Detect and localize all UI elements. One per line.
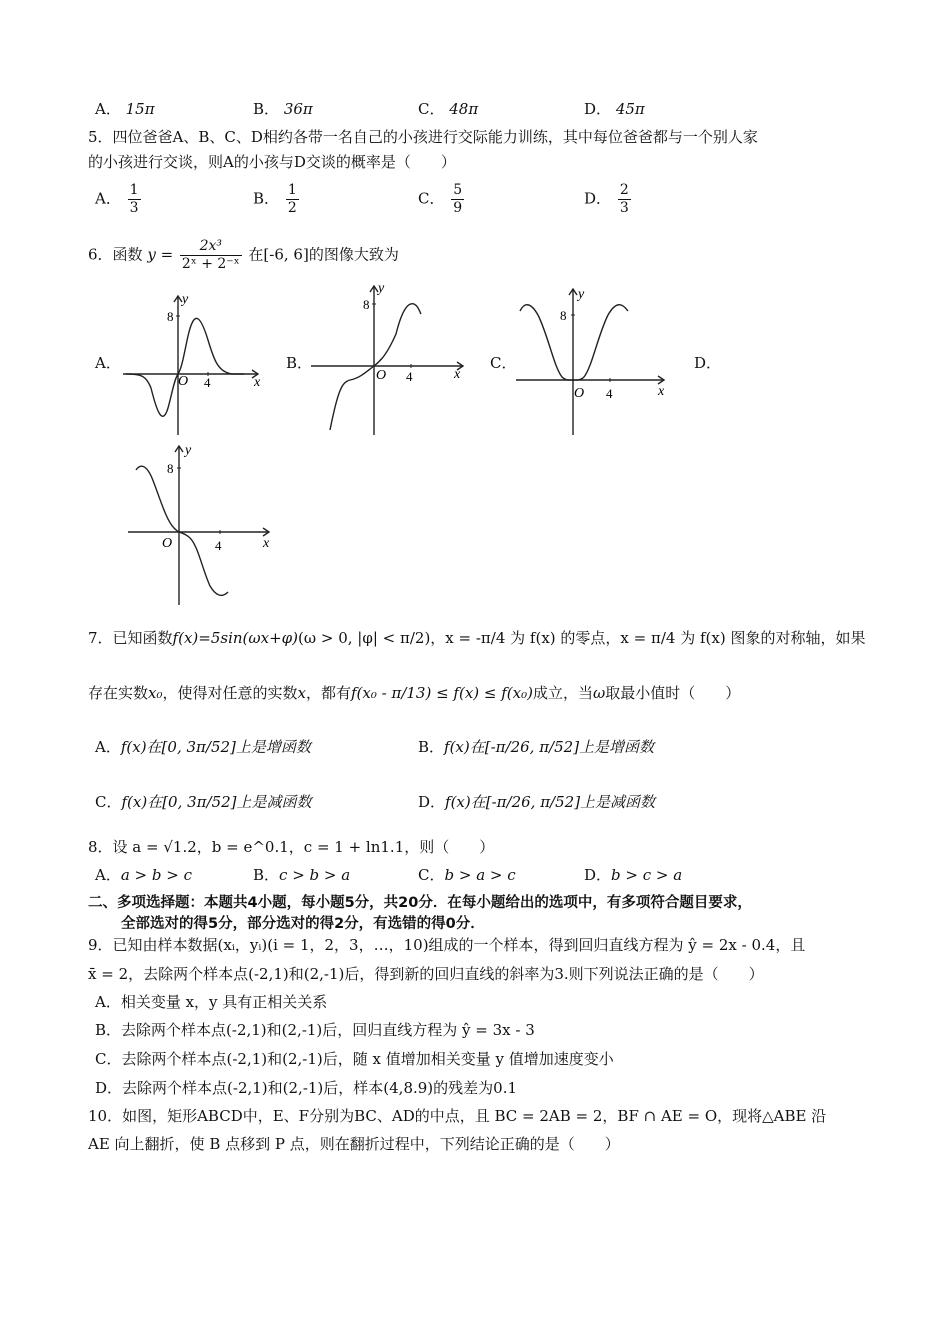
q6-option-c-label[interactable]: C． [490,354,517,372]
q9-option-b[interactable]: B．去除两个样本点(-2,1)和(2,-1)后，回归直线方程为 ŷ = 3x - 3 [95,1021,535,1039]
q6-graph-c-y-tick: 8 [560,308,567,323]
q6-graph-b-y-label: y [378,281,385,296]
q7-option-a[interactable]: A．f(x)在[0, 3π/52]上是增函数 [95,738,311,756]
q6-graph-b-x-label: x [454,367,461,382]
q6-graph-d[interactable] [124,440,279,608]
section2-heading-line2: 全部选对的得5分，部分选对的得2分，有选错的得0分． [121,916,485,932]
q6-graph-c-x-label: x [658,384,665,399]
q7-option-c[interactable]: C．f(x)在[0, 3π/52]上是减函数 [95,793,312,811]
q6-graph-a-x-tick: 4 [204,375,211,390]
q6-graph-c-y-label: y [578,287,585,302]
q6-function-fraction: $\frac{\text{2x³}}{\text{2ˣ + 2⁻ˣ}}$ [181,238,240,272]
q4-option-a[interactable]: A． 15π [95,100,155,118]
q7-stem-line1: 7．已知函数f(x)=5sin(ωx+φ)(ω > 0, |φ| < π/2)，x = -π/4 为 f(x) 的零点，x = π/4 为 f(x) 图象的对称轴，如果 [88,629,866,647]
q7-inequality: f(x₀ - π/13) ≤ f(x) ≤ f(x₀) [351,684,533,702]
q6-graph-b-y-tick: 8 [363,297,370,312]
q6-graph-b-x-tick: 4 [406,369,413,384]
q4-option-d[interactable]: D． 45π [584,100,645,118]
q6-graph-a-origin: O [178,374,189,389]
q9-option-c[interactable]: C．去除两个样本点(-2,1)和(2,-1)后，随 x 值增加相关变量 y 值增加速度变小 [95,1050,614,1068]
q5-option-b[interactable]: B． $\frac{1}{2}$ [253,182,297,216]
q10-stem-line2: AE 向上翻折，使 B 点移到 P 点，则在翻折过程中，下列结论正确的是（ ） [88,1135,620,1153]
q6-graph-b[interactable] [308,280,468,440]
q6-graph-d-y-label: y [185,443,192,458]
q6-graph-c-origin: O [574,386,585,401]
q10-stem-line1: 10．如图，矩形ABCD中，E、F分别为BC、AD的中点，且 BC = 2AB = 2，BF ∩ AE = O，现将△ABE 沿 [88,1107,827,1125]
q5-option-d[interactable]: D． $\frac{2}{3}$ [584,182,629,216]
q8-option-c[interactable]: C．b > a > c [418,866,516,884]
q6-graph-a-y-label: y [182,292,189,307]
q4-option-b-value: 36π [283,100,313,118]
q5-option-d-fraction: $\frac{2}{3}$ [619,182,629,216]
q6-option-d-label[interactable]: D． [694,354,722,372]
q5-stem-line1: 5．四位爸爸A、B、C、D相约各带一名自己的小孩进行交际能力训练，其中每位爸爸都与一个别人家 [88,128,758,146]
q6-graph-a-x-label: x [254,375,261,390]
q5-option-c-fraction: $\frac{5}{9}$ [453,182,463,216]
q6-graph-d-x-tick: 4 [215,538,222,553]
q7-function: f(x)=5sin(ωx+φ) [172,629,298,647]
q4-option-d-value: 45π [615,100,645,118]
q5-option-c[interactable]: C． $\frac{5}{9}$ [418,182,463,216]
q8-option-d[interactable]: D．b > c > a [584,866,683,884]
q6-graph-d-origin: O [162,536,173,551]
q6-graph-a-y-tick: 8 [167,309,174,324]
q5-option-a[interactable]: A． $\frac{1}{3}$ [95,182,139,216]
q4-option-c-value: 48π [449,100,479,118]
q6-graph-a[interactable] [118,290,268,440]
q6-graph-d-x-label: x [263,536,270,551]
q9-option-a[interactable]: A．相关变量 x，y 具有正相关关系 [95,993,328,1011]
q5-option-b-fraction: $\frac{1}{2}$ [287,182,297,216]
q6-graph-d-y-tick: 8 [167,461,174,476]
q5-stem-line2: 的小孩进行交谈，则A的小孩与D交谈的概率是（ ） [88,153,456,171]
section2-heading-line1: 二、多项选择题：本题共4小题，每小题5分，共20分．在每小题给出的选项中，有多项符合题目要求， [88,895,752,911]
q6-option-a-label[interactable]: A． [95,354,121,372]
q9-stem-line1: 9．已知由样本数据(xᵢ，yᵢ)(i = 1，2，3，…，10)组成的一个样本，得到回归直线方程为 ŷ = 2x - 0.4，且 [88,936,806,954]
q9-option-d[interactable]: D．去除两个样本点(-2,1)和(2,-1)后，样本(4,8.9)的残差为0.1 [95,1079,518,1097]
q7-option-b[interactable]: B．f(x)在[-π/26, π/52]上是增函数 [418,738,655,756]
q4-option-b[interactable]: B． 36π [253,100,313,118]
q8-option-b[interactable]: B．c > b > a [253,866,351,884]
q4-option-c[interactable]: C． 48π [418,100,479,118]
q4-option-a-value: 15π [125,100,155,118]
q7-option-d[interactable]: D．f(x)在[-π/26, π/52]上是减函数 [418,793,656,811]
q7-condition: (ω > 0, |φ| < π/2) [298,629,431,647]
q6-graph-c[interactable] [512,283,672,438]
q8-stem: 8．设 a = √1.2，b = e^0.1，c = 1 + ln1.1，则（ ） [88,838,495,856]
q8-option-a[interactable]: A．a > b > c [95,866,192,884]
q9-stem-line2: x̄ = 2，去除两个样本点(-2,1)和(2,-1)后，得到新的回归直线的斜率为3.则下列说法正确的是（ ） [88,965,764,983]
q6-stem: 6．函数 y = $\frac{\text{2x³}}{\text{2ˣ + 2⁻ˣ}}$ 在[-6, 6]的图像大致为 [88,238,399,272]
q6-graph-c-x-tick: 4 [606,386,613,401]
q7-stem-line2: 存在实数x₀，使得对任意的实数x，都有f(x₀ - π/13) ≤ f(x) ≤ f(x₀)成立，当ω取最小值时（ ） [88,684,741,702]
q6-interval: [-6, 6] [263,245,309,264]
q5-option-a-fraction: $\frac{1}{3}$ [129,182,139,216]
q6-option-b-label[interactable]: B． [286,354,313,372]
q6-graph-b-origin: O [376,368,387,383]
